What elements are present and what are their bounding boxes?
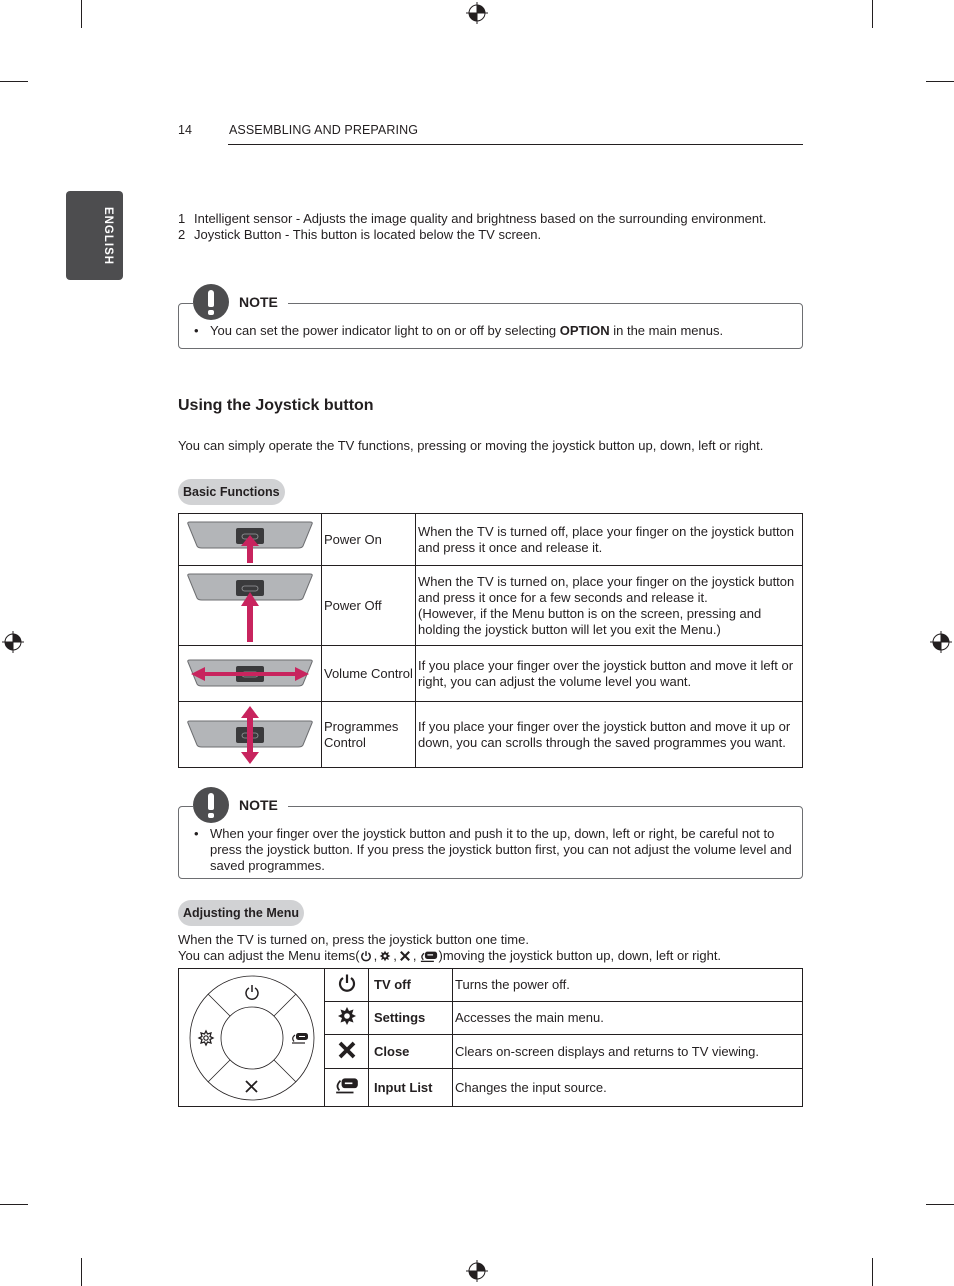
settings-icon <box>337 1006 357 1026</box>
menu-line-2-before: You can adjust the Menu items( <box>178 948 360 963</box>
list-number: 2 <box>178 227 186 242</box>
registration-mark-icon <box>930 631 952 653</box>
bullet: • <box>194 826 199 841</box>
joystick-figure <box>179 566 322 646</box>
close-icon <box>399 950 411 962</box>
crop-mark <box>0 81 28 82</box>
menu-line-1: When the TV is turned on, press the joystick button one time. <box>178 932 529 947</box>
exclamation-icon <box>193 787 229 823</box>
joystick-menu-figure <box>179 969 325 1107</box>
input-icon <box>334 1077 360 1095</box>
crop-mark <box>872 0 873 28</box>
crop-mark <box>926 1204 954 1205</box>
menu-item-name: Settings <box>369 1002 453 1035</box>
list-item <box>178 227 541 242</box>
menu-icon-cell <box>325 1035 369 1069</box>
joystick-figure <box>179 514 322 566</box>
adjusting-menu-label: Adjusting the Menu <box>178 900 304 926</box>
crop-mark <box>81 1258 82 1286</box>
header-divider <box>228 144 803 145</box>
close-icon <box>337 1040 357 1060</box>
exclamation-icon <box>193 284 229 320</box>
section-intro: You can simply operate the TV functions, pressing or moving the joystick button up, down, left or right. <box>178 438 764 453</box>
menu-item-desc: Accesses the main menu. <box>453 1002 803 1035</box>
menu-item-desc: Clears on-screen displays and returns to TV viewing. <box>453 1035 803 1069</box>
function-name: Programmes Control <box>322 702 416 768</box>
function-name: Power Off <box>322 566 416 646</box>
joystick-up-arrow-figure <box>185 516 315 564</box>
note-header <box>193 283 288 321</box>
joystick-up-down-arrow-figure <box>185 704 315 766</box>
list-text: Intelligent sensor - Adjusts the image quality and brightness based on the surrounding environment. <box>194 211 767 226</box>
function-desc: When the TV is turned off, place your finger on the joystick button and press it once and release it. <box>416 514 803 566</box>
registration-mark-icon <box>2 631 24 653</box>
list-text: Joystick Button - This button is located below the TV screen. <box>194 227 542 242</box>
joystick-menu-diagram <box>187 973 317 1103</box>
function-name: Power On <box>322 514 416 566</box>
menu-instructions: When the TV is turned on, press the joystick button one time. You can adjust the Menu items( , , , )moving the joystick button up, down, left or right. <box>178 932 722 963</box>
menu-icon-cell <box>325 1002 369 1035</box>
menu-item-name: Input List <box>369 1069 453 1107</box>
section-header: ASSEMBLING AND PREPARING <box>229 123 419 137</box>
language-tab <box>66 191 123 280</box>
note-text-before: You can set the power indicator light to on or off by selecting <box>210 323 560 338</box>
crop-mark <box>81 0 82 28</box>
menu-line-2-after: )moving the joystick button up, down, left or right. <box>438 948 722 963</box>
section-title: Using the Joystick button <box>178 397 374 414</box>
crop-mark <box>926 81 954 82</box>
joystick-left-right-arrow-figure <box>185 650 315 698</box>
input-icon <box>419 950 439 963</box>
list-item <box>178 211 766 226</box>
settings-icon <box>379 950 391 962</box>
menu-item-desc: Turns the power off. <box>453 969 803 1002</box>
registration-mark-icon <box>466 1260 488 1282</box>
note-body: When your finger over the joystick button and push it to the up, down, left or right, be careful not to press the joystick button. If you press the joystick button first, you can not adjust the volume level and saved programmes. <box>210 826 792 873</box>
registration-mark-icon <box>466 2 488 24</box>
bullet: • <box>194 323 199 338</box>
function-desc: If you place your finger over the joystick button and move it left or right, you can adjust the volume level you want. <box>416 646 803 702</box>
language-label: ENGLISH <box>102 206 115 265</box>
power-icon <box>360 950 372 962</box>
crop-mark <box>872 1258 873 1286</box>
note-label: NOTE <box>239 294 278 310</box>
list-number: 1 <box>178 211 186 226</box>
menu-icon-cell <box>325 1069 369 1107</box>
menu-icon-cell <box>325 969 369 1002</box>
joystick-figure <box>179 702 322 768</box>
table-row <box>179 646 803 702</box>
table-row <box>179 969 803 1002</box>
basic-functions-table <box>178 513 803 768</box>
table-row <box>179 566 803 646</box>
note-text-after: in the main menus. <box>609 323 724 338</box>
menu-item-name: Close <box>369 1035 453 1069</box>
joystick-figure <box>179 646 322 702</box>
note-label: NOTE <box>239 797 278 813</box>
function-desc: When the TV is turned on, place your finger on the joystick button and press it once for a few seconds and release it. (However, if the Menu button is on the screen, pressing and holding the joystick button will let you exit the Menu.) <box>416 566 803 646</box>
function-name: Volume Control <box>322 646 416 702</box>
table-row <box>179 702 803 768</box>
function-desc: If you place your finger over the joystick button and move it up or down, you can scrolls through the saved programmes you want. <box>416 702 803 768</box>
power-icon <box>337 973 357 993</box>
menu-item-name: TV off <box>369 969 453 1002</box>
table-row <box>179 514 803 566</box>
menu-item-desc: Changes the input source. <box>453 1069 803 1107</box>
note-option-bold: OPTION <box>559 323 610 338</box>
note-header <box>193 786 288 824</box>
page-number: 14 <box>178 123 192 137</box>
menu-items-table <box>178 968 803 1107</box>
basic-functions-label: Basic Functions <box>178 479 285 505</box>
crop-mark <box>0 1204 28 1205</box>
joystick-up-long-arrow-figure <box>185 568 315 644</box>
